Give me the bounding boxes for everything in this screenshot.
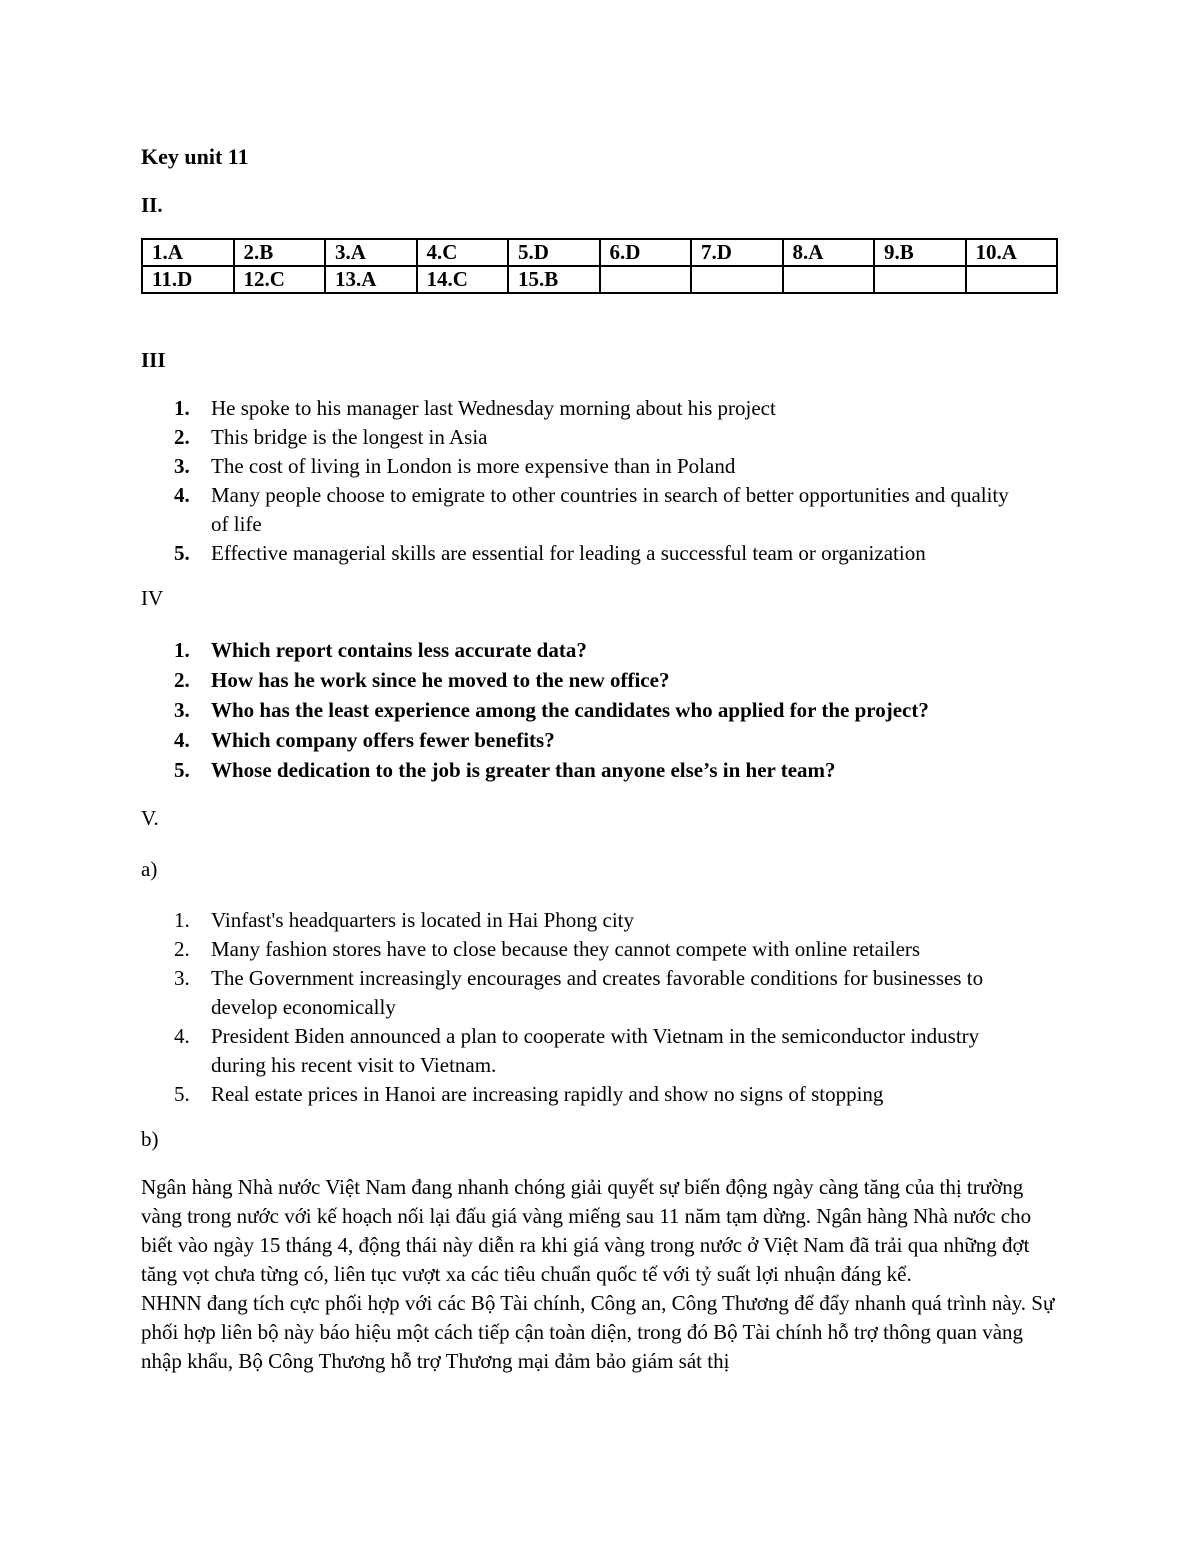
answer-cell — [874, 266, 966, 293]
answer-cell: 10.A — [966, 239, 1058, 266]
list-item-text: He spoke to his manager last Wednesday morning about his project — [211, 396, 776, 420]
list-item-number: 3. — [174, 698, 190, 722]
list-item — [171, 481, 1031, 539]
list-item-text: Effective managerial skills are essential for leading a successful team or organization — [211, 541, 926, 565]
list-item — [171, 906, 1031, 935]
answer-row — [142, 239, 1057, 266]
answer-cell: 15.B — [508, 266, 600, 293]
section-v-b-label: b) — [141, 1127, 159, 1151]
list-item-number: 4. — [174, 483, 190, 507]
list-item-text: President Biden announced a plan to cooperate with Vietnam in the semiconductor industry during his recent visit to Vietnam. — [211, 1024, 980, 1077]
list-item — [171, 755, 1031, 785]
list-item-number: 3. — [174, 966, 190, 990]
list-item — [171, 539, 1031, 568]
list-item-number: 5. — [174, 541, 190, 565]
list-item-text: Who has the least experience among the candidates who applied for the project? — [211, 698, 929, 722]
list-item-text: The Government increasingly encourages and creates favorable conditions for businesses to develop economically — [211, 966, 984, 1019]
answer-cell — [600, 266, 692, 293]
section-v-b-text — [141, 1173, 1061, 1376]
paragraph: Ngân hàng Nhà nước Việt Nam đang nhanh chóng giải quyết sự biến động ngày càng tăng của thị trường vàng trong nước với kế hoạch nối lại đấu giá vàng miếng sau 11 năm tạm dừng. Ngân hàng Nhà nước cho biết vào ngày 15 tháng 4, động thái này diễn ra khi giá vàng trong nước ở Việt Nam đã trải qua những đợt tăng vọt chưa từng có, liên tục vượt xa các tiêu chuẩn quốc tế với tỷ suất lợi nhuận đáng kể. — [141, 1175, 1032, 1286]
list-item — [171, 394, 1031, 423]
list-item-number: 5. — [174, 758, 190, 782]
list-item-number: 2. — [174, 425, 190, 449]
list-item-text: Many fashion stores have to close because they cannot compete with online retailers — [211, 937, 921, 961]
answer-cell: 4.C — [417, 239, 509, 266]
list-item-text: Real estate prices in Hanoi are increasing rapidly and show no signs of stopping — [211, 1082, 884, 1106]
answer-table — [141, 238, 1058, 294]
list-item — [171, 1022, 1031, 1080]
list-item-number: 1. — [174, 908, 190, 932]
list-item-number: 3. — [174, 454, 190, 478]
section-v-a-list — [171, 906, 1031, 1109]
list-item — [171, 695, 1031, 725]
answer-cell: 2.B — [234, 239, 326, 266]
answer-cell: 8.A — [783, 239, 875, 266]
section-v-label: V. — [141, 806, 159, 830]
answer-cell — [966, 266, 1058, 293]
section-iii-label: III — [141, 348, 166, 372]
answer-cell: 3.A — [325, 239, 417, 266]
list-item — [171, 725, 1031, 755]
list-item-text: This bridge is the longest in Asia — [211, 425, 488, 449]
section-ii-label: II. — [141, 193, 163, 217]
list-item — [171, 452, 1031, 481]
answer-cell: 7.D — [691, 239, 783, 266]
document-title: Key unit 11 — [141, 144, 249, 169]
answer-cell: 14.C — [417, 266, 509, 293]
list-item — [171, 665, 1031, 695]
paragraph: NHNN đang tích cực phối hợp với các Bộ Tài chính, Công an, Công Thương để đẩy nhanh quá trình này. Sự phối hợp liên bộ này báo hiệu một cách tiếp cận toàn diện, trong đó Bộ Tài chính hỗ trợ thông quan vàng nhập khẩu, Bộ Công Thương hỗ trợ Thương mại đảm bảo giám sát thị — [141, 1291, 1055, 1373]
list-item-number: 1. — [174, 396, 190, 420]
answer-cell — [691, 266, 783, 293]
answer-cell — [783, 266, 875, 293]
list-item — [171, 935, 1031, 964]
list-item-number: 4. — [174, 1024, 190, 1048]
answer-cell: 12.C — [234, 266, 326, 293]
list-item-text: Which report contains less accurate data? — [211, 638, 587, 662]
list-item-number: 2. — [174, 937, 190, 961]
list-item-text: Many people choose to emigrate to other countries in search of better opportunities and quality of life — [211, 483, 1009, 536]
section-iv-list — [171, 635, 1031, 785]
list-item-number: 1. — [174, 638, 190, 662]
list-item-text: Vinfast's headquarters is located in Hai Phong city — [211, 908, 635, 932]
answer-cell: 6.D — [600, 239, 692, 266]
answer-cell: 1.A — [142, 239, 234, 266]
section-iii-list — [171, 394, 1031, 568]
list-item — [171, 635, 1031, 665]
list-item-number: 2. — [174, 668, 190, 692]
answer-cell: 9.B — [874, 239, 966, 266]
list-item-text: The cost of living in London is more expensive than in Poland — [211, 454, 736, 478]
section-iv-label: IV — [141, 586, 164, 610]
answer-row — [142, 266, 1057, 293]
answer-cell: 5.D — [508, 239, 600, 266]
list-item-text: Whose dedication to the job is greater than anyone else’s in her team? — [211, 758, 836, 782]
list-item — [171, 964, 1031, 1022]
answer-cell: 11.D — [142, 266, 234, 293]
list-item-text: Which company offers fewer benefits? — [211, 728, 555, 752]
list-item — [171, 1080, 1031, 1109]
list-item-number: 5. — [174, 1082, 190, 1106]
section-v-a-label: a) — [141, 857, 158, 881]
answer-cell: 13.A — [325, 266, 417, 293]
list-item-text: How has he work since he moved to the new office? — [211, 668, 670, 692]
list-item-number: 4. — [174, 728, 190, 752]
list-item — [171, 423, 1031, 452]
